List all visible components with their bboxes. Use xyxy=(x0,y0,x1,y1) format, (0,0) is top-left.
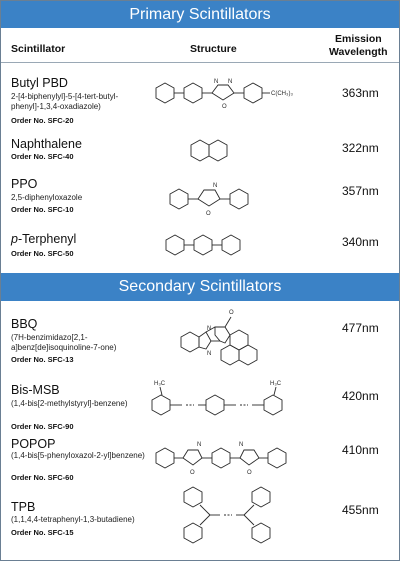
atom-o: O xyxy=(222,104,227,110)
order-number: Order No. SFC-40 xyxy=(11,152,74,161)
atom-n: N xyxy=(213,183,218,189)
chemical-name: (1,4-bis[5-phenyloxazol-2-yl]benzene) xyxy=(11,451,145,460)
structure-bbq xyxy=(175,305,295,375)
scintillator-name: Naphthalene xyxy=(11,137,82,151)
structure-tpb xyxy=(180,482,300,552)
methyl-group: H₃C xyxy=(270,381,282,387)
scintillator-name: BBQ xyxy=(11,317,38,331)
terphenyl-name: -Terphenyl xyxy=(17,232,77,246)
chemical-name: (1,4-bis[2-methylstyryl]-benzene) xyxy=(11,399,128,408)
chemical-name: 2,5-diphenyloxazole xyxy=(11,193,83,202)
tert-butyl-group: C(CH₃)₃ xyxy=(271,91,293,97)
atom-n: N xyxy=(197,442,202,448)
scintillator-name: Butyl PBD xyxy=(11,76,68,90)
emission-wavelength: 363nm xyxy=(342,86,379,100)
structure-naphthalene xyxy=(185,134,235,168)
order-number: Order No. SFC-10 xyxy=(11,205,74,214)
secondary-scintillators-banner xyxy=(1,273,399,301)
structure-butyl-pbd xyxy=(140,72,340,118)
header-emission: Emission xyxy=(335,33,382,45)
atom-o: O xyxy=(206,211,211,217)
scintillator-name: TPB xyxy=(11,500,36,514)
order-number: Order No. SFC-13 xyxy=(11,355,74,364)
atom-o: O xyxy=(190,470,195,476)
header-scintillator: Scintillator xyxy=(11,43,66,55)
emission-wavelength: 455nm xyxy=(342,503,379,517)
atom-n: N xyxy=(228,79,233,85)
emission-wavelength: 410nm xyxy=(342,443,379,457)
order-number: Order No. SFC-50 xyxy=(11,249,74,258)
order-number: Order No. SFC-60 xyxy=(11,473,74,482)
structure-popop xyxy=(150,433,350,483)
order-number: Order No. SFC-15 xyxy=(11,528,74,537)
emission-wavelength: 322nm xyxy=(342,141,379,155)
secondary-title: Secondary Scintillators xyxy=(118,278,282,295)
emission-wavelength: 357nm xyxy=(342,184,379,198)
atom-n: N xyxy=(214,79,219,85)
atom-n: N xyxy=(207,326,212,332)
chemical-name: (7H-benzimidazo[2,1-a]benz[de]isoquinoline-7-one) xyxy=(11,333,117,352)
order-number: Order No. SFC-20 xyxy=(11,116,74,125)
carbonyl-oxygen: O xyxy=(229,310,234,316)
para-prefix: p xyxy=(11,232,18,246)
scintillator-name: Bis-MSB xyxy=(11,383,60,397)
structure-bis-msb xyxy=(140,377,365,427)
emission-wavelength: 340nm xyxy=(342,235,379,249)
scintillator-name xyxy=(11,232,76,246)
primary-title: Primary Scintillators xyxy=(129,6,271,23)
header-structure: Structure xyxy=(190,43,237,55)
header-wavelength: Wavelength xyxy=(329,46,388,58)
order-number: Order No. SFC-90 xyxy=(11,422,74,431)
atom-n: N xyxy=(207,351,212,357)
structure-ppo xyxy=(160,176,280,220)
structure-p-terphenyl xyxy=(156,228,276,262)
methyl-group: H₃C xyxy=(154,381,166,387)
header-divider xyxy=(1,62,399,63)
atom-n: N xyxy=(239,442,244,448)
primary-scintillators-banner xyxy=(1,1,399,28)
scintillator-name: PPO xyxy=(11,177,38,191)
chemical-name: 2-[4-biphenylyl]-5-[4-tert-butyl-phenyl]-1,3,4-oxadiazole) xyxy=(11,92,119,111)
chemical-name: (1,1,4,4-tetraphenyl-1,3-butadiene) xyxy=(11,515,135,524)
atom-o: O xyxy=(247,470,252,476)
emission-wavelength: 420nm xyxy=(342,389,379,403)
emission-wavelength: 477nm xyxy=(342,321,379,335)
scintillator-name: POPOP xyxy=(11,437,56,451)
